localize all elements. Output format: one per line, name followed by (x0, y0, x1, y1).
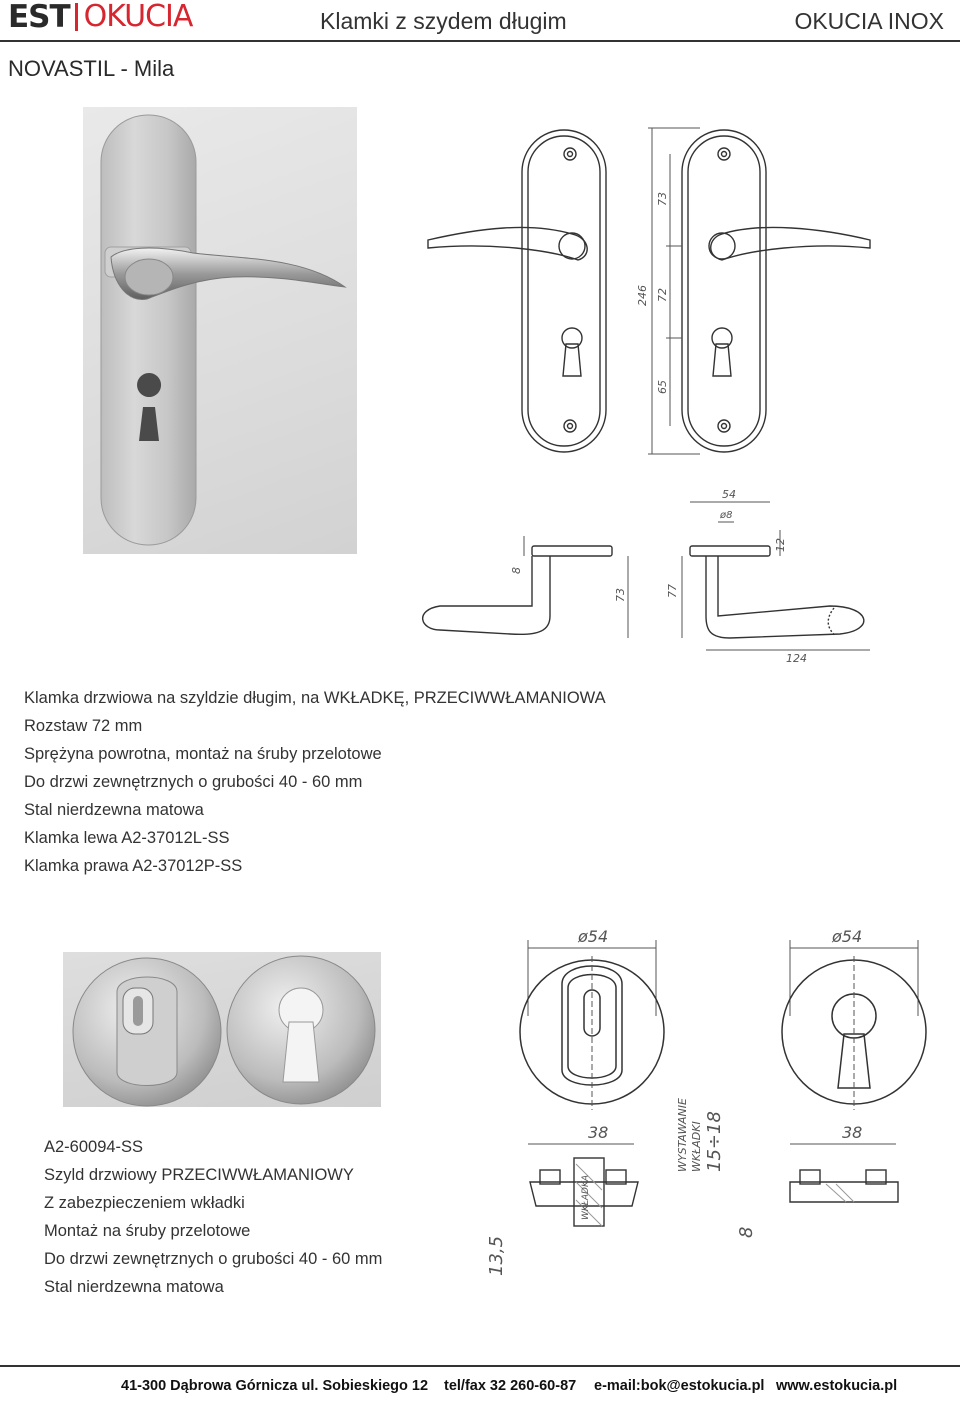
product-name: NOVASTIL - Mila (8, 56, 175, 81)
dim-rosette-width: 54 (722, 488, 736, 501)
footer-website[interactable]: www.estokucia.pl (776, 1378, 898, 1394)
handle-photo (83, 107, 357, 554)
dim-bottom: 65 (656, 380, 669, 394)
description-line: Stal nierdzewna matowa (24, 801, 204, 819)
logo-okucia-text: OKUCIA (83, 0, 193, 34)
footer-email[interactable]: e-mail:bok@estokucia.pl (594, 1378, 765, 1394)
protrusion-label: WYSTAWANIE (676, 1098, 689, 1172)
description-line: Sprężyna powrotna, montaż na śruby przelotowe (24, 745, 382, 763)
dim-top: 73 (656, 192, 669, 206)
description-line: Szyld drzwiowy PRZECIWWŁAMANIOWY (44, 1166, 354, 1184)
page-title: Klamki z szydem długim (320, 8, 567, 34)
rosettes-photo (63, 952, 381, 1107)
dim-plate: 8 (736, 1226, 757, 1238)
dim-diameter-right: ø54 (832, 927, 863, 946)
description-line: Z zabezpieczeniem wkładki (44, 1194, 245, 1212)
brand-title: OKUCIA INOX (794, 8, 944, 34)
footer-phone: tel/fax 32 260-60-87 (444, 1378, 577, 1394)
rosette-technical-drawing (470, 920, 940, 1290)
description-line: Stal nierdzewna matowa (44, 1278, 224, 1296)
rosettes-photo-image (63, 952, 381, 1107)
cylinder-label: WKŁADKA (581, 1174, 591, 1220)
description-line: Do drzwi zewnętrznych o grubości 40 - 60 mm (24, 773, 363, 791)
description-line: Do drzwi zewnętrznych o grubości 40 - 60 mm (44, 1250, 383, 1268)
description-line: Rozstaw 72 mm (24, 717, 143, 735)
dim-diameter-left: ø54 (578, 927, 609, 946)
description-line: Klamka drzwiowa na szyldzie długim, na WKŁADKĘ, PRZECIWWŁAMANIOWA (24, 689, 606, 707)
dim-width-right: 38 (842, 1123, 863, 1142)
insert-label: WKŁADKI (690, 1121, 703, 1172)
dim-height: 13,5 (486, 1235, 507, 1276)
description-line: Montaż na śruby przelotowe (44, 1222, 251, 1240)
dim-lever-height-b: 77 (666, 584, 679, 598)
handle-description (24, 684, 606, 880)
dim-plate-thickness: 8 (510, 567, 523, 574)
logo-est-text: EST (8, 0, 70, 35)
dim-spacing: 72 (656, 288, 669, 302)
dim-width-left: 38 (588, 1123, 609, 1142)
description-line: Klamka prawa A2-37012P-SS (24, 857, 243, 875)
handle-technical-drawing (400, 110, 807, 670)
logo-divider (75, 3, 78, 31)
dim-protrusion-value: 15÷18 (704, 1111, 725, 1172)
rosette-description (44, 1133, 382, 1301)
footer-address: 41-300 Dąbrowa Górnicza ul. Sobieskiego 12 (121, 1378, 429, 1394)
description-line: A2-60094-SS (44, 1138, 144, 1156)
dim-lever-height-a: 73 (614, 588, 627, 602)
dim-lever-length: 124 (786, 652, 807, 665)
dim-spindle: ø8 (720, 510, 733, 521)
description-line: Klamka lewa A2-37012L-SS (24, 829, 230, 847)
handle-photo-image (83, 107, 357, 554)
footer-divider (0, 1365, 960, 1367)
footer (0, 1378, 960, 1400)
dim-total-height: 246 (636, 285, 649, 306)
company-logo (8, 0, 192, 34)
dim-rosette-thickness: 12 (774, 538, 787, 552)
header-divider (0, 40, 960, 42)
